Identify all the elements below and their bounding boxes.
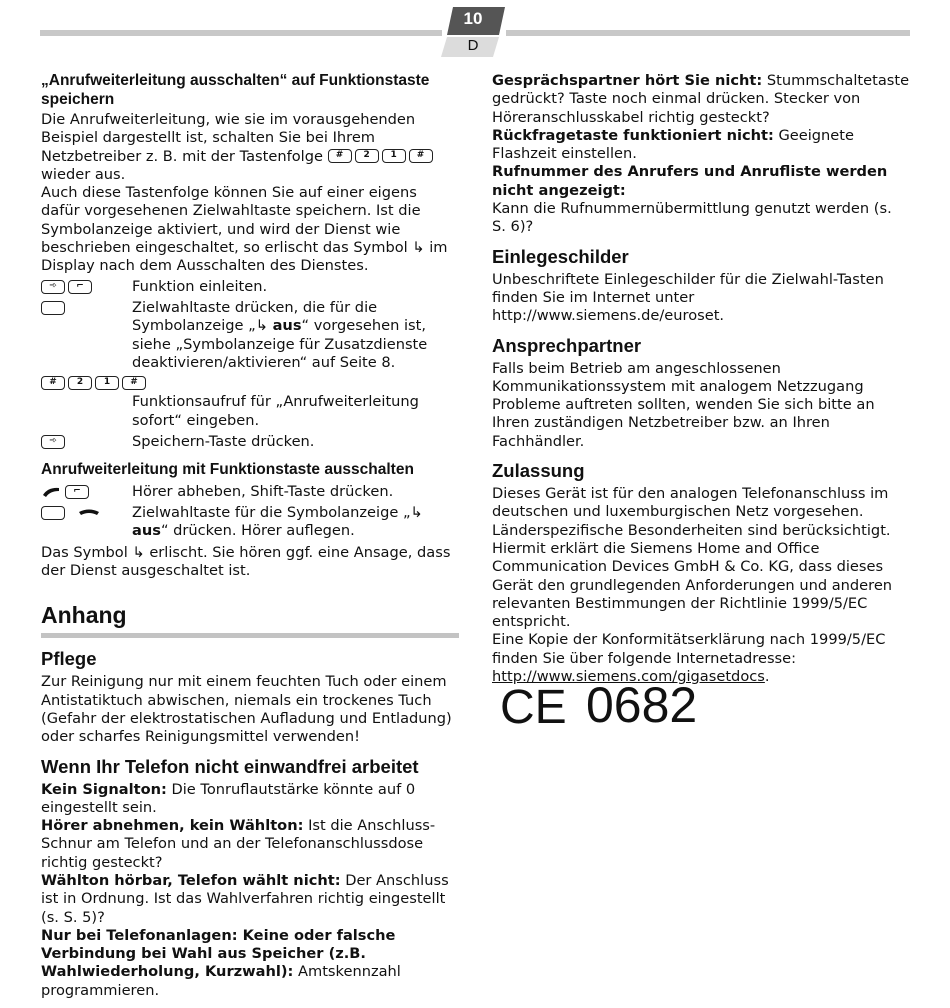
trouble-label: Rufnummer des Anrufers und Anrufliste werden nicht angezeigt: xyxy=(492,163,888,199)
step-text: Funktionsaufruf für „Anrufweiterleitung sofort“ eingeben. xyxy=(132,393,419,429)
approval-text xyxy=(492,631,910,686)
step-icons xyxy=(41,484,92,502)
step-memory-key xyxy=(41,299,459,372)
program-key-icon: ➾ xyxy=(41,280,65,294)
trouble-item xyxy=(492,163,910,236)
trouble-item xyxy=(41,872,459,927)
left-column xyxy=(41,72,459,1000)
care-text: Zur Reinigung nur mit einem feuchten Tuch oder einem Antistatiktuch abwischen, niemals ein trockenes Tuch (Gefahr der elektrostatischen Aufladung und Entladung) oder scharfes Reinigungsmittel verwenden! xyxy=(41,673,452,746)
shift-key-icon: ⌐ xyxy=(65,485,89,499)
paragraph-text: erlischt. Sie hören ggf. eine Ansage, dass der Dienst ausgeschaltet ist. xyxy=(41,543,451,580)
hash-key-icon: # xyxy=(122,376,146,390)
arrow-forward-symbol-icon: ↳ xyxy=(255,317,273,335)
step-text-bold: aus xyxy=(272,317,302,335)
step-memory-hangup xyxy=(41,504,459,541)
appendix-title: Anhang xyxy=(41,602,127,629)
program-key-icon: ➾ xyxy=(41,435,65,449)
trouble-item xyxy=(41,781,459,818)
step-text: Hörer abheben, Shift-Taste drücken. xyxy=(132,482,394,500)
step-text-part: Zielwahltaste für die Symbolanzeige „ xyxy=(132,504,411,522)
approval-text: Länderspezifische Besonderheiten sind berücksichtigt. xyxy=(492,521,891,539)
right-column xyxy=(492,72,910,686)
paragraph-key-sequence xyxy=(41,111,459,184)
digit-2-key-icon: 2 xyxy=(68,376,92,390)
digit-1-key-icon: 1 xyxy=(382,149,406,163)
step-icons xyxy=(41,300,68,318)
conformity-link[interactable]: http://www.siemens.com/gigasetdocs xyxy=(492,668,765,686)
appendix-rule xyxy=(41,633,459,638)
appendix-heading-block xyxy=(41,602,459,638)
paragraph-symbol-info xyxy=(41,184,459,275)
memory-key-icon xyxy=(41,506,65,520)
arrow-forward-symbol-icon: ↳ xyxy=(412,239,425,257)
paragraph-text: Auch diese Tastenfolge können Sie auf einer eigens dafür vorgesehenen Zielwahltaste speichern. Ist die Symbolanzeige aktiviert, und wird der Dienst wie beschrieben eingeschaltet, so erlischt das Symbol xyxy=(41,184,421,257)
paragraph-text: Die Anrufweiterleitung, wie sie im vorausgehenden Beispiel dargestellt ist, schalten Sie bei Ihrem Netzbetreiber z. B. mit der Tastenfolge xyxy=(41,111,416,165)
handset-lift-icon xyxy=(41,485,65,499)
trouble-label: Nur bei Telefonanlagen: Keine oder falsche Verbindung bei Wahl aus Speicher (z.B. Wahlwiederholung, Kurzwahl): xyxy=(41,926,396,981)
digit-2-key-icon: 2 xyxy=(355,149,379,163)
paragraph-text: im Display nach dem Ausschalten des Dienstes. xyxy=(41,239,448,275)
approval-text: Hiermit erklärt die Siemens Home and Office Communication Devices GmbH & Co. KG, dass dieses Gerät den grundlegenden Anforderungen und anderen relevanten Bestimmungen der Richtlinie 1999/5/EC entspricht. xyxy=(492,539,893,631)
section-title-store-forwarding-off: „Anrufweiterleitung ausschalten“ auf Funktionstaste speichern xyxy=(41,72,430,108)
trouble-label: Hörer abnehmen, kein Wählton: xyxy=(41,817,304,835)
trouble-label: Rückfragetaste funktioniert nicht: xyxy=(492,126,774,144)
step-lift-handset xyxy=(41,483,459,501)
memory-key-icon xyxy=(41,301,65,315)
header-rule-left xyxy=(40,30,442,36)
paragraph-text: wieder aus. xyxy=(41,165,126,183)
step-function-call xyxy=(41,375,459,430)
header-rule-right xyxy=(506,30,910,36)
trouble-text: Stummschaltetaste gedrückt? Taste noch einmal drücken. Stecker von Höreranschlusskabel richtig gesteckt? xyxy=(492,72,910,126)
step-save xyxy=(41,433,459,451)
step-text: Funktion einleiten. xyxy=(132,277,268,295)
approval-text-part: . xyxy=(764,668,770,686)
step-program xyxy=(41,278,459,296)
page-number: 10 xyxy=(463,9,483,28)
step-text: Speichern-Taste drücken. xyxy=(132,433,315,451)
paragraph-text: Das Symbol xyxy=(41,543,128,561)
page-language: D xyxy=(467,37,479,54)
contact-text: Falls beim Betrieb am angeschlossenen Kommunikationssystem mit analogem Netzzugang Probleme auftreten sollten, wenden Sie sich bitte an Ihren zuständigen Netzbetreiber bzw. an Ihren Fachhändler. xyxy=(492,359,875,450)
trouble-text: Der Anschluss ist in Ordnung. Ist das Wahlverfahren richtig eingestellt (s. S. 5)? xyxy=(41,872,449,926)
step-icons xyxy=(41,434,68,452)
trouble-text: Amtskennzahl programmieren. xyxy=(41,963,401,999)
step-text-bold: aus xyxy=(132,522,161,540)
step-icons xyxy=(41,375,459,393)
step-text-part: “ drücken. Hörer auflegen. xyxy=(160,522,355,540)
section-title-forwarding-off: Anrufweiterleitung mit Funktionstaste ausschalten xyxy=(41,461,414,479)
trouble-label: Gesprächspartner hört Sie nicht: xyxy=(492,72,763,89)
trouble-item xyxy=(41,817,459,872)
step-icons xyxy=(41,279,95,297)
approval-text-part: Eine Kopie der Konformitätserklärung nach 1999/5/EC finden Sie über folgende Internetadresse: xyxy=(492,631,886,667)
trouble-text: Ist die Anschluss-Schnur am Telefon und an der Telefonanschlussdose richtig gesteckt? xyxy=(41,817,436,871)
arrow-forward-symbol-icon: ↳ xyxy=(410,504,423,522)
approval-text: Dieses Gerät ist für den analogen Telefonanschluss im deutschen und luxemburgischen Netz vorgesehen. xyxy=(492,485,889,521)
trouble-item xyxy=(41,927,459,1000)
trouble-item xyxy=(492,72,910,127)
trouble-text: Geeignete Flashzeit einstellen. xyxy=(492,126,854,163)
trouble-label: Wählton hörbar, Telefon wählt nicht: xyxy=(41,872,341,889)
hash-key-icon: # xyxy=(409,149,433,163)
section-title-labels: Einlegeschilder xyxy=(492,245,629,267)
paragraph-symbol-off xyxy=(41,544,459,581)
ce-number: 0682 xyxy=(586,677,698,733)
handset-down-icon xyxy=(77,506,101,520)
trouble-label: Kein Signalton: xyxy=(41,780,167,798)
shift-key-icon: ⌐ xyxy=(68,280,92,294)
step-text xyxy=(132,504,459,541)
digit-1-key-icon: 1 xyxy=(95,376,119,390)
trouble-text: Kann die Rufnummernübermittlung genutzt werden (s. S. 6)? xyxy=(492,200,892,236)
ce-mark-icon: CE xyxy=(500,681,567,734)
arrow-forward-symbol-icon: ↳ xyxy=(132,543,145,561)
step-text-part: “ vorgesehen ist, siehe „Symbolanzeige für Zusatzdienste deaktivieren/aktivieren“ auf Seite 8. xyxy=(132,317,428,371)
section-title-contact: Ansprechpartner xyxy=(492,334,642,356)
hash-key-icon: # xyxy=(328,149,352,163)
trouble-text: Die Tonruflautstärke könnte auf 0 eingestellt sein. xyxy=(41,780,416,816)
step-text-part: Zielwahltaste drücken, die für die Symbolanzeige „ xyxy=(132,298,378,335)
step-icons xyxy=(41,505,101,523)
section-title-care: Pflege xyxy=(41,648,97,670)
step-text xyxy=(132,299,459,372)
section-title-troubleshooting: Wenn Ihr Telefon nicht einwandfrei arbeitet xyxy=(41,755,419,777)
hash-key-icon: # xyxy=(41,376,65,390)
trouble-item xyxy=(492,127,910,164)
section-title-approval: Zulassung xyxy=(492,460,585,482)
labels-text: Unbeschriftete Einlegeschilder für die Zielwahl-Tasten finden Sie im Internet unter http://www.siemens.de/euroset. xyxy=(492,270,884,325)
page-number-badge xyxy=(441,7,505,57)
